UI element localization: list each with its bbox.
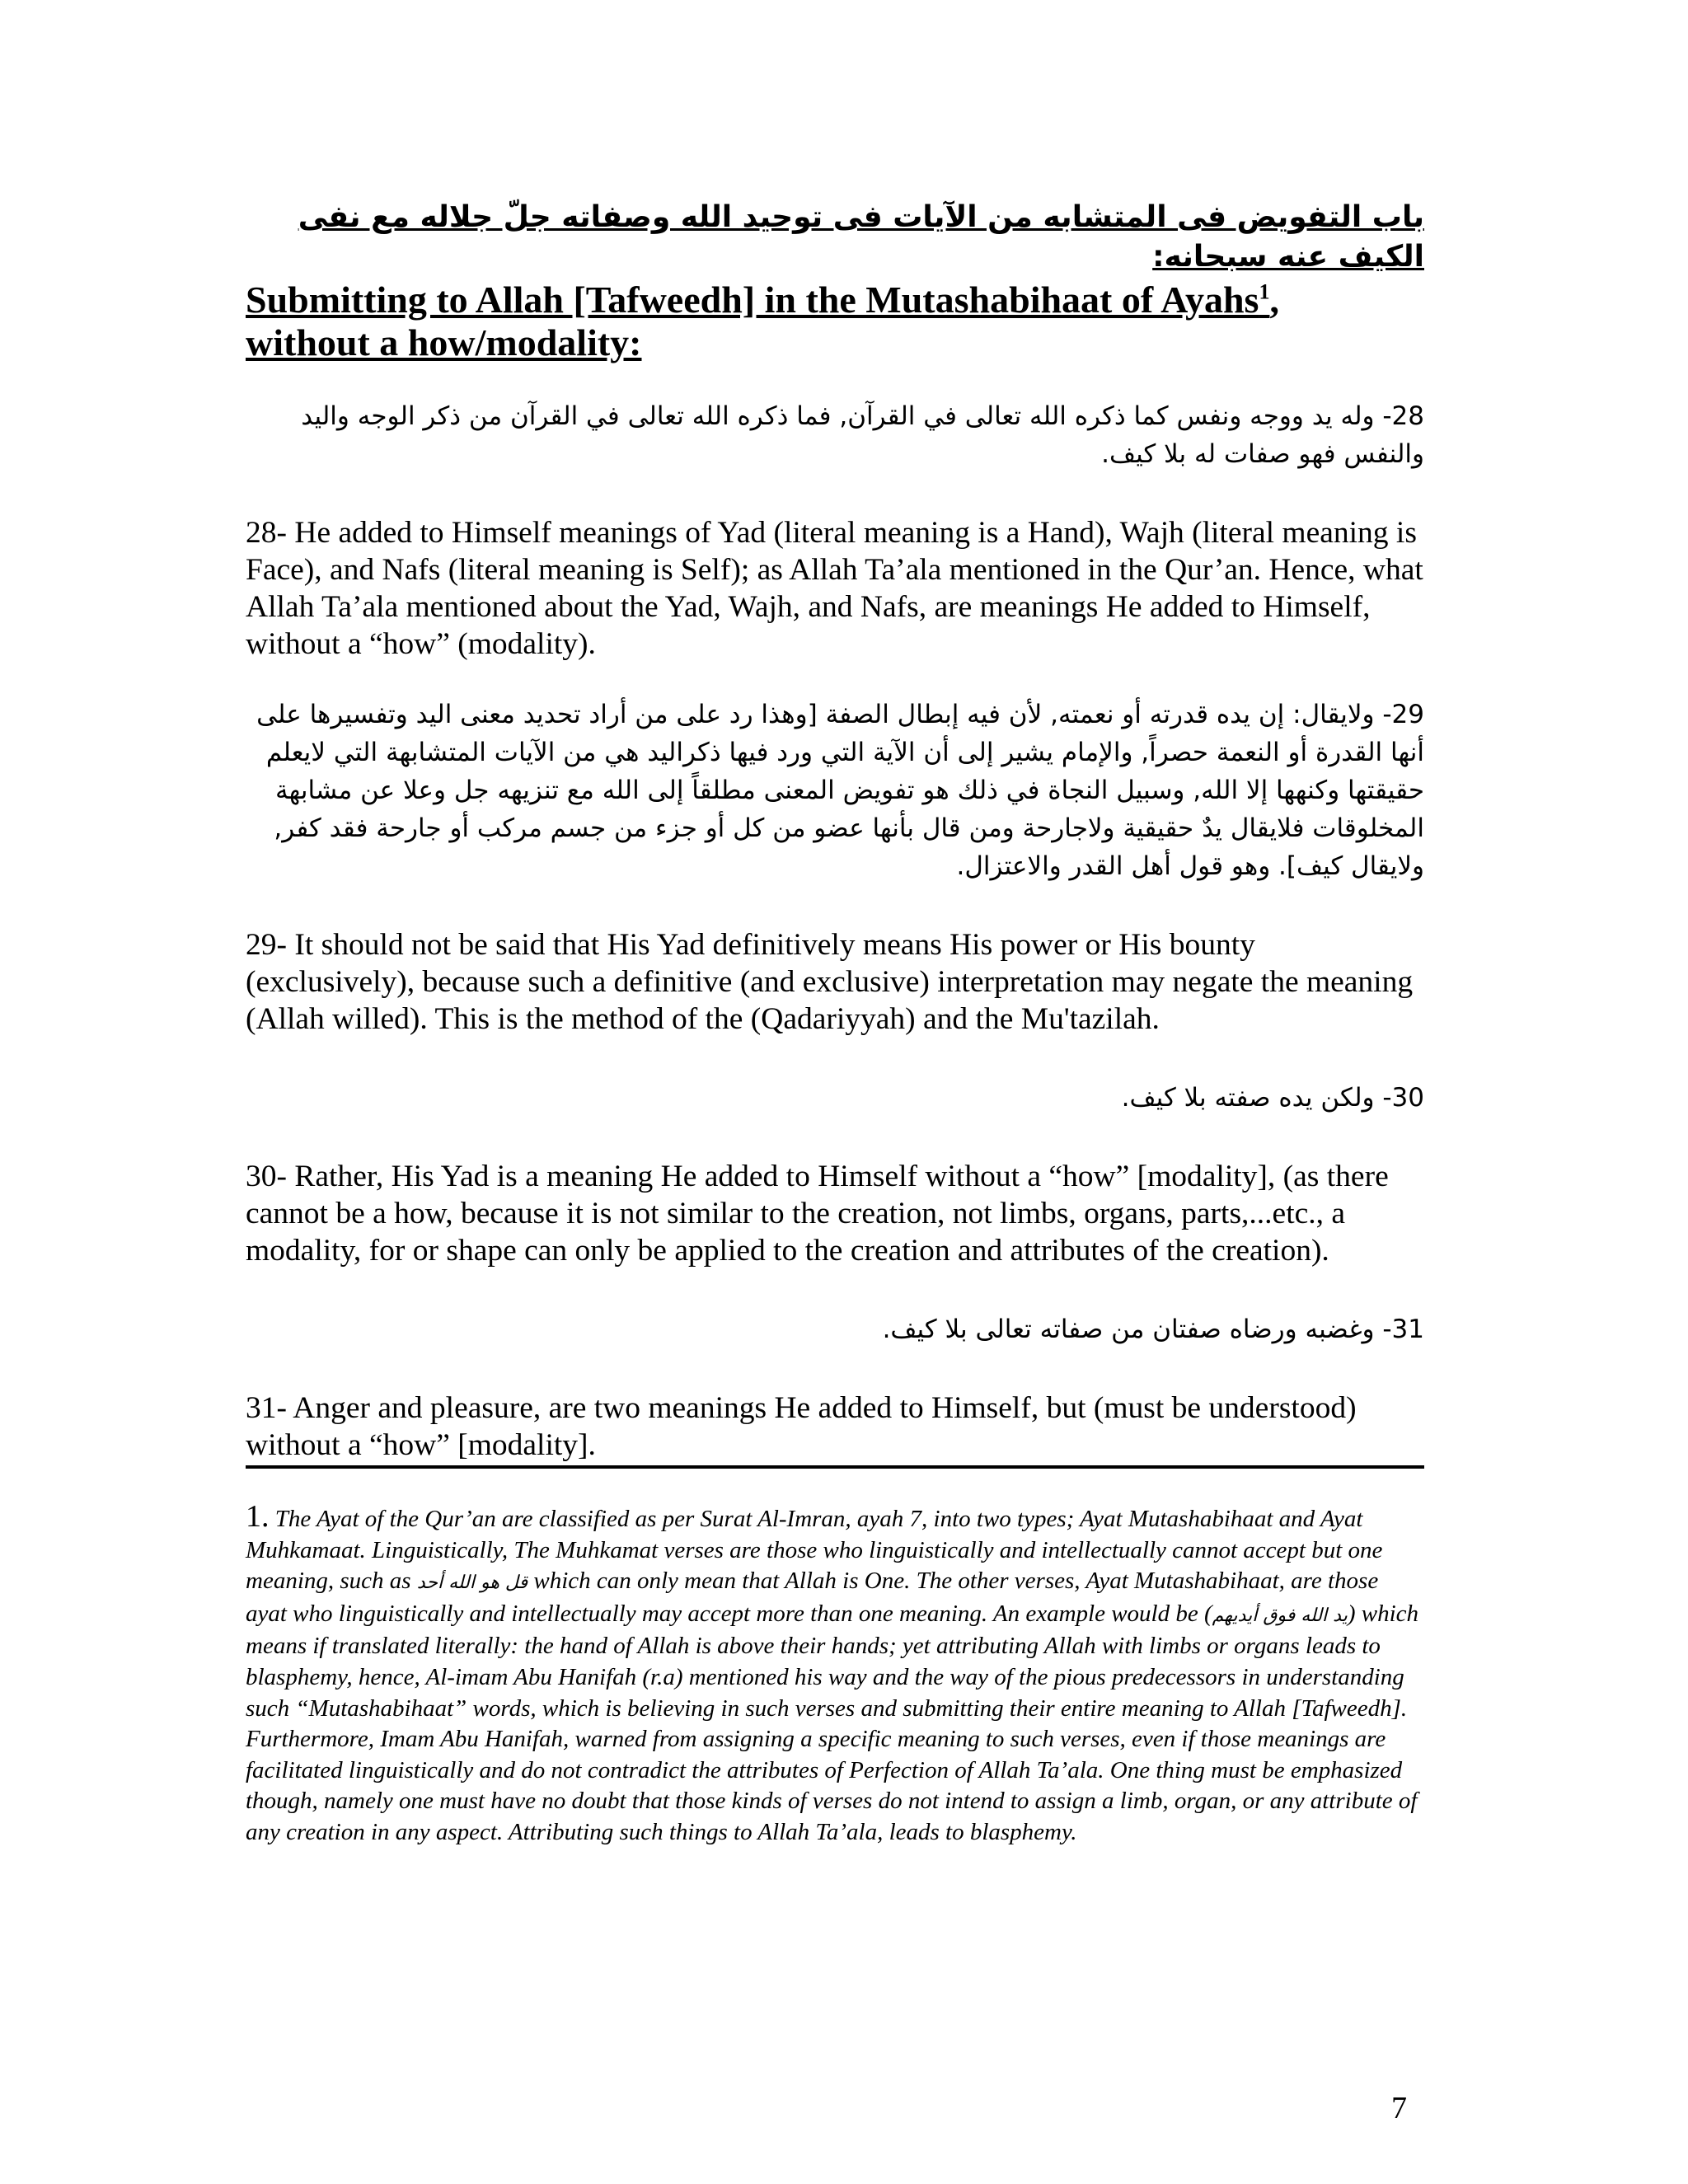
arabic-chapter-heading: باب التفويض فى المتشابه من الآيات فى توحيد الله وصفاته جلّ جلاله مع نفى الكيف عنه سبحانه: [298, 200, 1424, 274]
arabic-paragraph-28: 28- وله يد ووجه ونفس كما ذكره الله تعالى في القرآن, فما ذكره الله تعالى في القرآن من ذكر الوجه واليد والنفس فهو صفات له بلا كيف. [301, 401, 1424, 469]
english-paragraph-31: 31- Anger and pleasure, are two meanings He added to Himself, but (must be understood) without a “how” [modality]. [246, 1391, 1357, 1462]
english-paragraph-30: 30- Rather, His Yad is a meaning He added to Himself without a “how” [modality], (as there cannot be a how, because it is not similar to the creation, not limbs, organs, parts,...etc., a modality, for or shape can only be applied to the creation and attributes of the creation). [246, 1160, 1389, 1268]
english-paragraph-28: 28- He added to Himself meanings of Yad (literal meaning is a Hand), Wajh (literal meaning is Face), and Nafs (literal meaning is Self); as Allah Ta’ala mentioned in the Qur’an. Hence, what Allah Ta’ala mentioned about the Yad, Wajh, and Nafs, are meanings He added to Himself, without a “how” (modality). [246, 516, 1423, 661]
arabic-paragraph-31: 31- وغضبه ورضاه صفتان من صفاته تعالى بلا كيف. [882, 1315, 1424, 1344]
footnote [246, 1499, 1424, 1849]
footnote-reference[interactable]: 1 [1259, 279, 1270, 304]
page-number: 7 [1391, 2091, 1407, 2125]
footnote-text-1: The Ayat of the Qur’an are classified as per Surat Al-Imran, ayah 7, into two types; Ayat Mutashabihaat and Ayat Muhkamaat. Linguistically, The Muhkamat verses are those who linguistically and intellectually cannot accept but one meaning, such as [246, 1506, 1383, 1595]
main-content [246, 198, 1424, 1464]
footnote-separator [246, 1465, 1424, 1469]
heading-comma: , [1269, 279, 1279, 321]
footnote-arabic-quote-1: قل هو الله أحد [416, 1572, 528, 1594]
footnote-number: 1. [246, 1499, 270, 1534]
english-heading-line2: without a how/modality: [246, 321, 642, 363]
arabic-paragraph-30: 30- ولكن يده صفته بلا كيف. [1121, 1083, 1424, 1113]
footnote-arabic-quote-2: يد الله فوق أيديهم [1212, 1605, 1348, 1626]
arabic-paragraph-29: 29- ولايقال: إن يده قدرته أو نعمته, لأن فيه إبطال الصفة [وهذا رد على من أراد تحديد معنى اليد وتفسيرها على أنها القدرة أو النعمة حصراً, والإمام يشير إلى أن الآية التي ورد فيها ذكراليد هي من الآيات المتشابهة التي لايعلم حقيقتها وكنهها إلا الله, وسبيل النجاة في ذلك هو تفويض المعنى مطلقاً إلى الله مع تنزيهه جل وعلا عن مشابهة المخلوقات فلايقال يدٌ حقيقية ولاجارحة ومن قال بأنها عضو من كل أو جزء من جسم مركب أو جارحة فقد كفر, ولايقال كيف]. وهو قول أهل القدر والاعتزال. [256, 700, 1424, 881]
footnote-text-2: which can only mean that Allah is One. The other verses, Ayat Mutashabihaat, are those ayat who linguistically and intellectually may accept more than one meaning. An example would be ( [246, 1568, 1379, 1627]
english-heading-text: Submitting to Allah [Tafweedh] in the Mutashabihaat of Ayahs [246, 279, 1259, 321]
english-chapter-heading [246, 279, 1424, 364]
english-paragraph-29: 29- It should not be said that His Yad definitively means His power or His bounty (exclusively), because such a definitive (and exclusive) interpretation may negate the meaning (Allah willed). This is the method of the (Qadariyyah) and the Mu'tazilah. [246, 928, 1414, 1036]
footnote-text-3: ) which means if translated literally: the hand of Allah is above their hands; yet attributing Allah with limbs or organs leads to blasphemy, hence, Al-imam Abu Hanifah (r.a) mentioned his way and the way of the pious predecessors in understanding such “Mutashabihaat” words, which is believing in such verses and submitting their entire meaning to Allah [Tafweedh]. Furthermore, Imam Abu Hanifah, warned from assigning a specific meaning to such verses, even if those meanings are facilitated linguistically and do not contradict the attributes of Perfection of Allah Ta’ala. One thing must be emphasized though, namely one must have no doubt that those kinds of verses do not intend to assign a limb, organ, or any attribute of any creation in any aspect. Attributing such things to Allah Ta’ala, leads to blasphemy. [246, 1600, 1419, 1845]
